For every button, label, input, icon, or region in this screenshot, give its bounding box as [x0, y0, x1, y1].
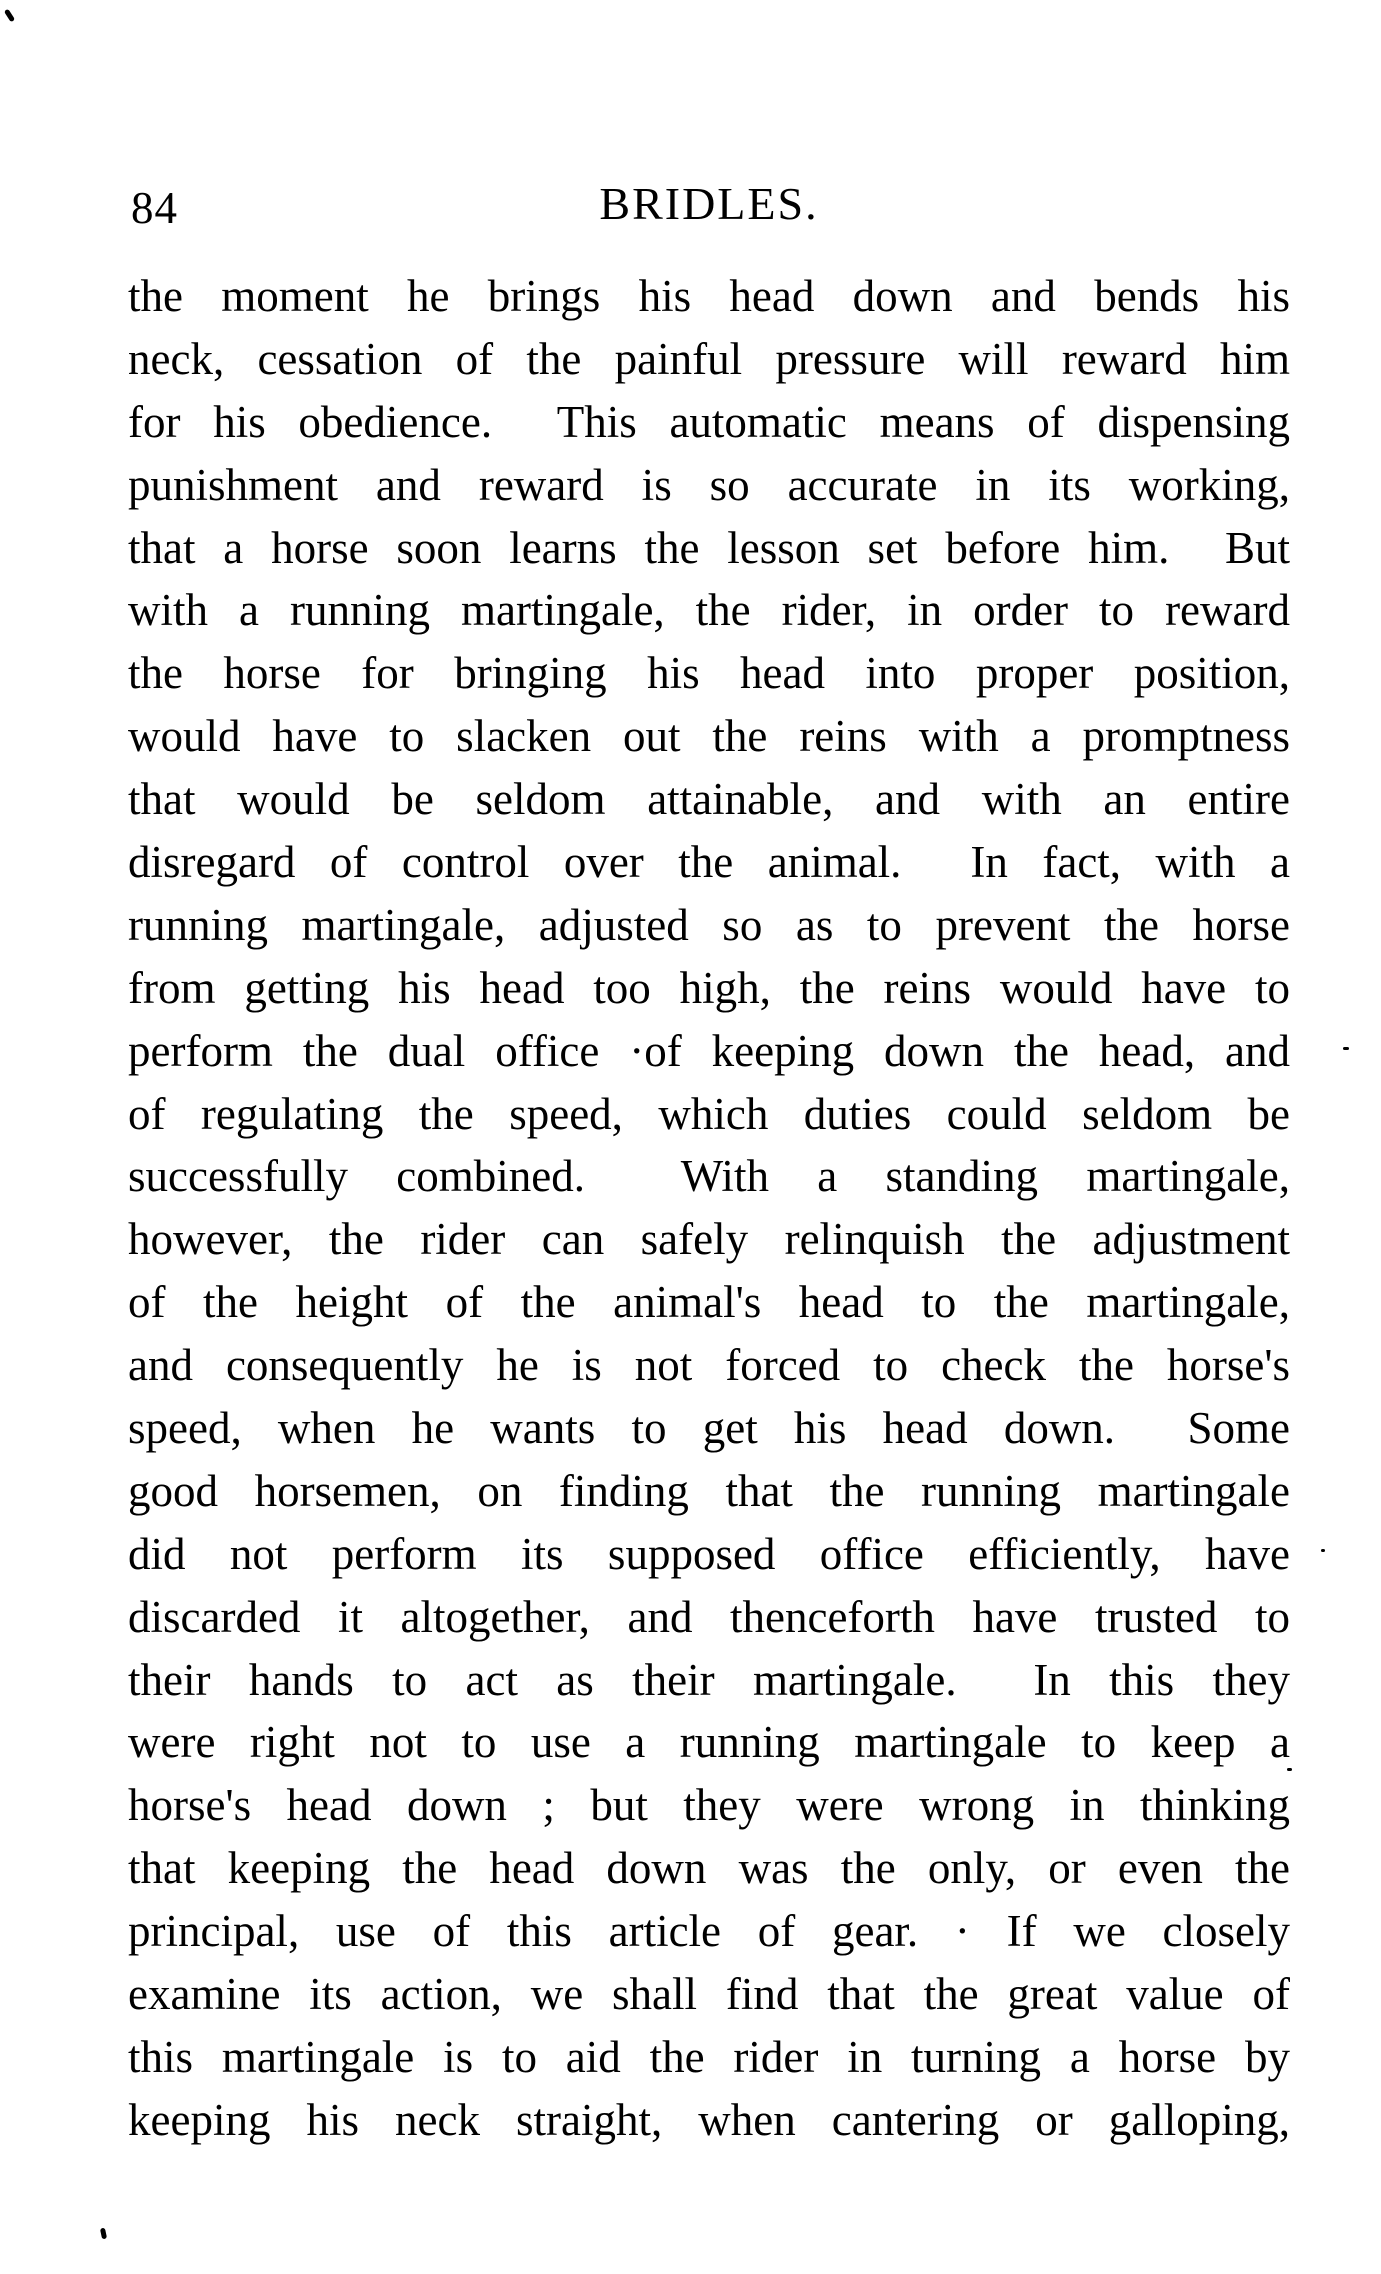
- ink-speck-right-margin: [1343, 1047, 1349, 1050]
- text-line: that keeping the head down was the only, or even the: [128, 1843, 1290, 1894]
- text-line: did not perform its supposed office efficiently, have: [128, 1528, 1290, 1579]
- page-number: 84: [131, 183, 178, 233]
- text-line: perform the dual office ·of keeping down the head, and: [128, 1025, 1290, 1076]
- text-line: the horse for bringing his head into proper position,: [128, 648, 1290, 699]
- text-line: examine its action, we shall find that the great value of: [128, 1969, 1290, 2020]
- text-line: with a running martingale, the rider, in order to reward: [128, 585, 1290, 636]
- text-line: horse's head down ; but they were wrong in thinking: [128, 1780, 1290, 1831]
- running-header: BRIDLES.: [599, 178, 819, 229]
- text-line: of regulating the speed, which duties could seldom be: [128, 1088, 1290, 1139]
- text-line: the moment he brings his head down and bends his: [128, 271, 1290, 321]
- ink-speck-bottom-left: [100, 2228, 107, 2240]
- text-line: speed, when he wants to get his head down. Some: [128, 1403, 1290, 1454]
- text-line: successfully combined. With a standing martingale,: [128, 1151, 1290, 1202]
- text-line: punishment and reward is so accurate in its working,: [128, 459, 1290, 510]
- text-line: and consequently he is not forced to check the horse's: [128, 1340, 1290, 1391]
- text-line: from getting his head too high, the reins would have to: [128, 962, 1290, 1013]
- ink-speck-right-margin: [1321, 1549, 1325, 1552]
- text-line: for his obedience. This automatic means of dispensing: [128, 396, 1290, 447]
- ink-speck-right-margin: [1287, 1768, 1292, 1771]
- text-line: their hands to act as their martingale. In this they: [128, 1654, 1290, 1705]
- text-line: discarded it altogether, and thenceforth have trusted to: [128, 1591, 1290, 1642]
- text-line: running martingale, adjusted so as to prevent the horse: [128, 899, 1290, 950]
- text-line: neck, cessation of the painful pressure will reward him: [128, 333, 1290, 384]
- ink-speck-top-left: [4, 9, 15, 23]
- text-line: disregard of control over the animal. In fact, with a: [128, 837, 1290, 888]
- text-line: of the height of the animal's head to the martingale,: [128, 1277, 1290, 1328]
- text-line: principal, use of this article of gear. · If we closely: [128, 1906, 1290, 1957]
- text-line: keeping his neck straight, when cantering or galloping,: [128, 2094, 1290, 2145]
- text-line: however, the rider can safely relinquish the adjustment: [128, 1214, 1290, 1265]
- body-text-block: [128, 265, 1290, 2152]
- text-line: that would be seldom attainable, and with an entire: [128, 774, 1290, 825]
- text-line: were right not to use a running martingale to keep a: [128, 1717, 1290, 1768]
- text-line: good horsemen, on finding that the running martingale: [128, 1465, 1290, 1516]
- text-line: this martingale is to aid the rider in turning a horse by: [128, 2031, 1290, 2082]
- text-line: would have to slacken out the reins with a promptness: [128, 711, 1290, 762]
- text-line: that a horse soon learns the lesson set before him. But: [128, 522, 1290, 573]
